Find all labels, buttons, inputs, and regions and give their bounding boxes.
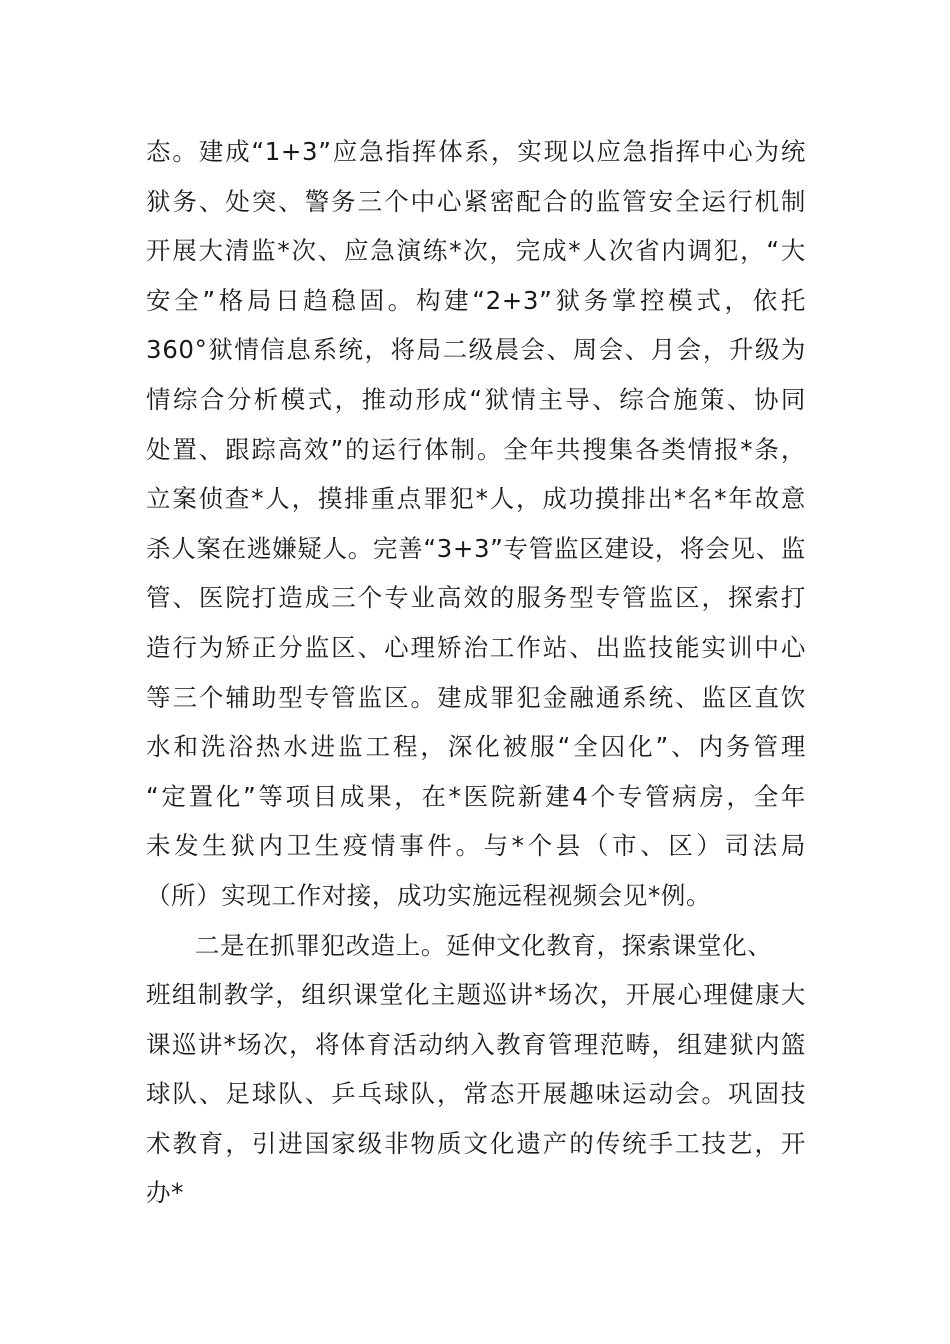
text-line-20: 球队、足球队、乒乓球队，常态开展趣味运动会。巩固技 (146, 1079, 806, 1109)
text-line-11: 造行为矫正分监区、心理矫治工作站、出监技能实训中心 (146, 632, 806, 662)
text-line-10: 管、医院打造成三个专业高效的服务型专管监区，探索打 (146, 583, 806, 613)
text-line-5: 360°狱情信息系统，将局二级晨会、周会、月会，升级为 (146, 335, 806, 365)
text-line-12: 等三个辅助型专管监区。建成罪犯金融通系统、监区直饮 (146, 682, 806, 712)
text-line-3: 开展大清监*次、应急演练*次，完成*人次省内调犯，“大 (146, 236, 806, 266)
text-line-1: 态。建成“1+3”应急指挥体系，实现以应急指挥中心为统 (146, 137, 806, 166)
text-line-18: 班组制教学，组织课堂化主题巡讲*场次，开展心理健康大 (146, 980, 806, 1010)
text-line-17: 二是在抓罪犯改造上。延伸文化教育，探索课堂化、 (195, 930, 773, 960)
text-line-7: 处置、跟踪高效”的运行体制。全年共搜集各类情报*条， (146, 434, 806, 464)
text-line-22: 办* (146, 1178, 184, 1208)
body-text (146, 127, 806, 1218)
text-line-2: 狱务、处突、警务三个中心紧密配合的监管安全运行机制 (146, 186, 806, 216)
text-line-6: 情综合分析模式，推动形成“狱情主导、综合施策、协同 (146, 384, 806, 414)
text-line-9: 杀人案在逃嫌疑人。完善“3+3”专管监区建设，将会见、监 (146, 533, 806, 563)
text-line-16: （所）实现工作对接，成功实施远程视频会见*例。 (146, 880, 712, 910)
text-line-13: 水和洗浴热水进监工程，深化被服“全囚化”、内务管理 (146, 732, 806, 762)
text-line-8: 立案侦查*人，摸排重点罪犯*人，成功摸排出*名*年故意 (146, 484, 806, 514)
text-line-14: “定置化”等项目成果，在*医院新建4个专管病房，全年 (146, 781, 806, 811)
text-line-4: 安全”格局日趋稳固。构建“2+3”狱务掌控模式，依托 (146, 285, 806, 315)
text-line-19: 课巡讲*场次，将体育活动纳入教育管理范畴，组建狱内篮 (146, 1029, 806, 1059)
text-line-21: 术教育，引进国家级非物质文化遗产的传统手工技艺，开 (146, 1128, 806, 1158)
text-line-15: 未发生狱内卫生疫情事件。与*个县（市、区）司法局 (146, 831, 806, 861)
